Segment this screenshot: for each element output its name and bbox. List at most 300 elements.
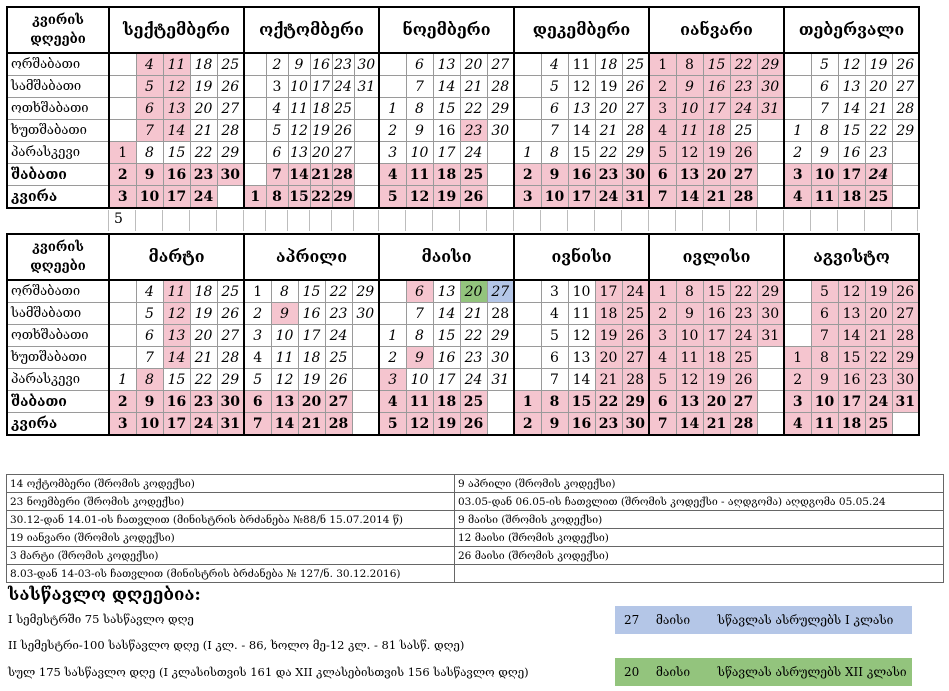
- weekday-header-line2: დღეები: [30, 259, 86, 274]
- calendar-day-cell: 28: [217, 347, 244, 369]
- calendar-day-cell: 19: [190, 76, 217, 98]
- calendar-day-cell: [354, 186, 379, 209]
- calendar-day-cell: [757, 164, 784, 186]
- calendar-day-cell: 14: [838, 98, 865, 120]
- calendar-day-cell: 9: [271, 303, 298, 325]
- calendar-day-cell: 27: [217, 325, 244, 347]
- calendar-day-cell: [757, 120, 784, 142]
- calendar-day-cell: 22: [595, 391, 622, 413]
- weekday-label: პარასკევი: [7, 142, 109, 164]
- month-name: მარტი: [109, 234, 244, 280]
- calendar-day-cell: [892, 186, 919, 209]
- calendar-day-cell: 24: [865, 164, 892, 186]
- semester2-days: II სემესტრი-100 სასწავლო დღე (I კლ. - 86, ხოლო მე-12 კლ. - 81 სასწ. დღე): [8, 638, 465, 652]
- calendar-day-cell: 24: [460, 142, 487, 164]
- calendar-day-cell: 3: [649, 98, 676, 120]
- weekday-row: [7, 369, 919, 391]
- calendar-day-cell: 24: [730, 325, 757, 347]
- calendar-day-cell: 26: [460, 186, 487, 209]
- calendar-day-cell: 1: [514, 391, 541, 413]
- calendar-day-cell: 28: [217, 120, 244, 142]
- calendar-day-cell: 23: [460, 120, 487, 142]
- calendar-day-cell: 11: [811, 413, 838, 436]
- calendar-day-cell: [514, 76, 541, 98]
- calendar-day-cell: 4: [266, 98, 288, 120]
- calendar-day-cell: 27: [622, 98, 649, 120]
- calendar-day-cell: 2: [514, 164, 541, 186]
- calendar-day-cell: 7: [136, 120, 163, 142]
- calendar-day-cell: 14: [838, 325, 865, 347]
- calendar-day-cell: 10: [136, 186, 163, 209]
- calendar-day-cell: 25: [622, 303, 649, 325]
- calendar-day-cell: 19: [703, 142, 730, 164]
- month-name: აპრილი: [244, 234, 379, 280]
- calendar-day-cell: 8: [266, 186, 288, 209]
- calendar-day-cell: 12: [163, 303, 190, 325]
- calendar-day-cell: 6: [541, 347, 568, 369]
- grade1-end-text: სწავლას ასრულებს I კლასი: [717, 613, 894, 627]
- calendar-day-cell: 16: [433, 347, 460, 369]
- calendar-day-cell: 18: [190, 53, 217, 76]
- calendar-day-cell: 30: [217, 164, 244, 186]
- note-row: [7, 493, 944, 511]
- calendar-day-cell: 23: [595, 413, 622, 436]
- calendar-day-cell: 16: [568, 164, 595, 186]
- calendar-day-cell: 25: [460, 164, 487, 186]
- calendar-day-cell: 2: [109, 164, 136, 186]
- calendar-day-cell: 21: [298, 413, 325, 436]
- grade12-end-box: [615, 658, 912, 686]
- calendar-day-cell: 13: [568, 98, 595, 120]
- weekday-label: ორშაბათი: [7, 53, 109, 76]
- calendar-day-cell: [354, 142, 379, 164]
- calendar-day-cell: 2: [109, 391, 136, 413]
- calendar-day-cell: 29: [332, 186, 354, 209]
- weekday-row: [7, 391, 919, 413]
- semester1-days: I სემესტრში 75 სასწავლო დღე: [8, 612, 194, 626]
- calendar-day-cell: 12: [163, 76, 190, 98]
- calendar-day-cell: 19: [865, 280, 892, 303]
- calendar-day-cell: 5: [244, 369, 271, 391]
- calendar-day-cell: [379, 53, 406, 76]
- calendar-day-cell: 22: [730, 280, 757, 303]
- calendar-day-cell: 20: [703, 164, 730, 186]
- calendar-day-cell: 14: [568, 369, 595, 391]
- calendar-day-cell: 23: [730, 303, 757, 325]
- weekday-label: შაბათი: [7, 164, 109, 186]
- calendar-day-cell: 27: [730, 164, 757, 186]
- calendar-day-cell: [244, 164, 266, 186]
- calendar-day-cell: 3: [109, 413, 136, 436]
- note-cell: 14 ოქტომბერი (შრომის კოდექსი): [7, 475, 455, 493]
- calendar-day-cell: 25: [622, 53, 649, 76]
- calendar-day-cell: 28: [332, 164, 354, 186]
- calendar-day-cell: 1: [784, 120, 811, 142]
- calendar-day-cell: [354, 120, 379, 142]
- calendar-day-cell: 7: [811, 325, 838, 347]
- calendar-day-cell: [379, 303, 406, 325]
- calendar-day-cell: 5: [811, 280, 838, 303]
- calendar-day-cell: 5: [136, 303, 163, 325]
- calendar-day-cell: 4: [244, 347, 271, 369]
- note-cell: 8.03-დან 14-03-ის ჩათვლით (მინისტრის ბრძანება № 127/ნ. 30.12.2016): [7, 565, 455, 583]
- calendar-day-cell: 9: [136, 164, 163, 186]
- calendar-day-cell: 21: [190, 120, 217, 142]
- calendar-day-cell: 5: [649, 369, 676, 391]
- calendar-day-cell: 2: [514, 413, 541, 436]
- calendar-day-cell: 19: [595, 76, 622, 98]
- calendar-day-cell: 26: [892, 280, 919, 303]
- calendar-day-cell: [514, 325, 541, 347]
- calendar-day-cell: 15: [838, 347, 865, 369]
- calendar-day-cell: 21: [190, 347, 217, 369]
- calendar-day-cell: 7: [811, 98, 838, 120]
- calendar-day-cell: [217, 186, 244, 209]
- calendar-day-cell: 4: [649, 120, 676, 142]
- calendar-day-cell: 17: [433, 142, 460, 164]
- calendar-day-cell: 26: [460, 413, 487, 436]
- calendar-day-cell: 14: [433, 303, 460, 325]
- calendar-day-cell: 21: [460, 303, 487, 325]
- calendar-day-cell: 11: [568, 303, 595, 325]
- calendar-day-cell: 13: [676, 391, 703, 413]
- calendar-day-cell: 31: [487, 369, 514, 391]
- weekday-label: პარასკევი: [7, 369, 109, 391]
- weekday-row: [7, 120, 919, 142]
- calendar-day-cell: 21: [310, 164, 332, 186]
- note-cell: 03.05-დან 06.05-ის ჩათვლით (შრომის კოდექსი - აღდგომა) აღდგომა 05.05.24: [455, 493, 944, 511]
- calendar-day-cell: 9: [676, 76, 703, 98]
- calendar-day-cell: 22: [460, 325, 487, 347]
- calendar-day-cell: 13: [676, 164, 703, 186]
- calendar-day-cell: 29: [892, 120, 919, 142]
- calendar-day-cell: 26: [622, 325, 649, 347]
- calendar-day-cell: 29: [622, 391, 649, 413]
- calendar-day-cell: 15: [568, 142, 595, 164]
- calendar-day-cell: 17: [298, 325, 325, 347]
- calendar-day-cell: 6: [811, 303, 838, 325]
- calendar-day-cell: 16: [310, 53, 332, 76]
- calendar-day-cell: 17: [568, 186, 595, 209]
- calendar-day-cell: 11: [811, 186, 838, 209]
- calendar-day-cell: [784, 325, 811, 347]
- calendar-day-cell: 21: [595, 369, 622, 391]
- calendar-day-cell: 27: [892, 76, 919, 98]
- calendar-second-half: [6, 233, 920, 436]
- calendar-day-cell: 25: [217, 53, 244, 76]
- calendar-day-cell: 19: [298, 369, 325, 391]
- calendar-day-cell: 2: [379, 120, 406, 142]
- calendar-day-cell: [244, 53, 266, 76]
- calendar-day-cell: 15: [433, 98, 460, 120]
- calendar-day-cell: 27: [325, 391, 352, 413]
- calendar-day-cell: 28: [487, 303, 514, 325]
- calendar-day-cell: 9: [541, 413, 568, 436]
- month-name: აგვისტო: [784, 234, 919, 280]
- calendar-day-cell: [514, 120, 541, 142]
- calendar-day-cell: 12: [568, 76, 595, 98]
- note-cell: 12 მაისი (შრომის კოდექსი): [455, 529, 944, 547]
- calendar-day-cell: [109, 325, 136, 347]
- calendar-day-cell: [379, 280, 406, 303]
- calendar-day-cell: 25: [730, 120, 757, 142]
- calendar-day-cell: 1: [514, 142, 541, 164]
- calendar-day-cell: [514, 369, 541, 391]
- calendar-day-cell: [514, 347, 541, 369]
- weekday-row: [7, 347, 919, 369]
- calendar-day-cell: 12: [676, 142, 703, 164]
- weekday-label: კვირა: [7, 186, 109, 209]
- calendar-day-cell: 12: [676, 369, 703, 391]
- weekday-row: [7, 303, 919, 325]
- note-row: [7, 511, 944, 529]
- calendar-day-cell: 30: [892, 369, 919, 391]
- calendar-day-cell: 11: [406, 391, 433, 413]
- calendar-day-cell: 17: [310, 76, 332, 98]
- calendar-day-cell: [244, 76, 266, 98]
- calendar-day-cell: [109, 347, 136, 369]
- calendar-day-cell: 23: [595, 164, 622, 186]
- calendar-day-cell: 10: [288, 76, 310, 98]
- calendar-day-cell: 28: [487, 76, 514, 98]
- calendar-day-cell: 3: [784, 164, 811, 186]
- calendar-day-cell: 2: [649, 76, 676, 98]
- calendar-day-cell: 26: [730, 369, 757, 391]
- calendar-day-cell: [784, 53, 811, 76]
- calendar-day-cell: 29: [892, 347, 919, 369]
- calendar-day-cell: 26: [217, 303, 244, 325]
- calendar-day-cell: 17: [703, 325, 730, 347]
- calendar-day-cell: 1: [244, 186, 266, 209]
- calendar-day-cell: 6: [406, 280, 433, 303]
- weekday-row: [7, 53, 919, 76]
- calendar-day-cell: 26: [217, 76, 244, 98]
- calendar-day-cell: 25: [865, 413, 892, 436]
- calendar-day-cell: 12: [568, 325, 595, 347]
- note-row: [7, 475, 944, 493]
- calendar-day-cell: 13: [433, 53, 460, 76]
- calendar-day-cell: 13: [433, 280, 460, 303]
- calendar-day-cell: 26: [622, 76, 649, 98]
- weekday-row: [7, 142, 919, 164]
- calendar-day-cell: 27: [622, 347, 649, 369]
- calendar-day-cell: 17: [163, 413, 190, 436]
- calendar-day-cell: 1: [244, 280, 271, 303]
- calendar-day-cell: 25: [325, 347, 352, 369]
- note-cell: 3 მარტი (შრომის კოდექსი): [7, 547, 455, 565]
- grade12-end-text: სწავლას ასრულებს XII კლასი: [717, 665, 907, 679]
- total-days: სულ 175 სასწავლო დღე (I კლასისთვის 161 და XII კლასებისთვის 156 სასწავლო დღე): [8, 665, 529, 679]
- note-cell: 9 აპრილი (შრომის კოდექსი): [455, 475, 944, 493]
- calendar-day-cell: 14: [271, 413, 298, 436]
- calendar-day-cell: 2: [379, 347, 406, 369]
- calendar-day-cell: 16: [838, 369, 865, 391]
- calendar-day-cell: 13: [568, 347, 595, 369]
- calendar-day-cell: 4: [649, 347, 676, 369]
- calendar-day-cell: 1: [784, 347, 811, 369]
- calendar-day-cell: 5: [541, 76, 568, 98]
- calendar-day-cell: 7: [649, 186, 676, 209]
- calendar-day-cell: [109, 76, 136, 98]
- calendar-day-cell: 10: [271, 325, 298, 347]
- calendar-day-cell: 13: [288, 142, 310, 164]
- calendar-day-cell: 22: [325, 280, 352, 303]
- note-cell: 30.12-დან 14.01-ის ჩათვლით (მინისტრის ბრძანება №88/ნ 15.07.2014 წ): [7, 511, 455, 529]
- calendar-day-cell: [379, 76, 406, 98]
- calendar-day-cell: 11: [271, 347, 298, 369]
- calendar-day-cell: 23: [190, 391, 217, 413]
- grade1-end-box: [615, 606, 912, 634]
- weekday-row: [7, 413, 919, 436]
- calendar-day-cell: 29: [217, 369, 244, 391]
- grade1-end-month: მაისი: [655, 613, 691, 627]
- calendar-day-cell: [757, 413, 784, 436]
- calendar-day-cell: 4: [541, 303, 568, 325]
- calendar-day-cell: 23: [460, 347, 487, 369]
- calendar-day-cell: 18: [838, 186, 865, 209]
- calendar-day-cell: 18: [703, 120, 730, 142]
- calendar-day-cell: 20: [865, 303, 892, 325]
- weekday-label: შაბათი: [7, 391, 109, 413]
- calendar-day-cell: 9: [136, 391, 163, 413]
- calendar-day-cell: 13: [838, 76, 865, 98]
- weekday-label: ოთხშაბათი: [7, 325, 109, 347]
- calendar-day-cell: 3: [541, 280, 568, 303]
- weekday-row: [7, 98, 919, 120]
- calendar-day-cell: 3: [379, 369, 406, 391]
- calendar-day-cell: 25: [332, 98, 354, 120]
- calendar-day-cell: 11: [163, 280, 190, 303]
- calendar-day-cell: 23: [865, 369, 892, 391]
- calendar-day-cell: 12: [838, 53, 865, 76]
- month-name: ივნისი: [514, 234, 649, 280]
- calendar-day-cell: 17: [838, 391, 865, 413]
- separator-value: 5: [114, 211, 123, 227]
- calendar-day-cell: [514, 303, 541, 325]
- calendar-day-cell: 12: [288, 120, 310, 142]
- weekday-header: [7, 7, 109, 53]
- calendar-day-cell: 27: [487, 280, 514, 303]
- calendar-day-cell: 4: [136, 280, 163, 303]
- calendar-day-cell: 25: [460, 391, 487, 413]
- calendar-day-cell: 17: [838, 164, 865, 186]
- calendar-day-cell: 19: [190, 303, 217, 325]
- calendar-day-cell: 24: [190, 186, 217, 209]
- calendar-day-cell: 20: [595, 347, 622, 369]
- calendar-day-cell: 8: [811, 120, 838, 142]
- calendar-day-cell: 11: [676, 347, 703, 369]
- calendar-day-cell: 27: [730, 391, 757, 413]
- note-cell: 26 მაისი (შრომის კოდექსი): [455, 547, 944, 565]
- calendar-day-cell: 5: [266, 120, 288, 142]
- calendar-day-cell: 4: [541, 53, 568, 76]
- calendar-day-cell: 27: [332, 142, 354, 164]
- calendar-day-cell: 5: [541, 325, 568, 347]
- calendar-day-cell: 6: [811, 76, 838, 98]
- calendar-day-cell: 30: [487, 347, 514, 369]
- weekday-row: [7, 325, 919, 347]
- calendar-day-cell: 21: [595, 120, 622, 142]
- calendar-day-cell: 10: [811, 164, 838, 186]
- calendar-day-cell: 31: [757, 325, 784, 347]
- calendar-day-cell: 25: [217, 280, 244, 303]
- calendar-day-cell: 6: [406, 53, 433, 76]
- calendar-day-cell: [757, 369, 784, 391]
- calendar-day-cell: 20: [865, 76, 892, 98]
- calendar-day-cell: [757, 391, 784, 413]
- calendar-day-cell: 24: [622, 280, 649, 303]
- calendar-day-cell: 28: [622, 120, 649, 142]
- calendar-day-cell: 3: [244, 325, 271, 347]
- calendar-day-cell: 5: [649, 142, 676, 164]
- calendar-day-cell: [784, 98, 811, 120]
- calendar-day-cell: [354, 98, 379, 120]
- calendar-day-cell: 28: [730, 186, 757, 209]
- calendar-day-cell: 21: [703, 413, 730, 436]
- calendar-day-cell: 3: [514, 186, 541, 209]
- calendar-day-cell: [352, 413, 379, 436]
- calendar-day-cell: 2: [784, 369, 811, 391]
- calendar-day-cell: 22: [190, 369, 217, 391]
- calendar-day-cell: 7: [649, 413, 676, 436]
- calendar-day-cell: [352, 369, 379, 391]
- calendar-day-cell: 22: [865, 347, 892, 369]
- calendar-day-cell: 11: [288, 98, 310, 120]
- calendar-day-cell: 17: [433, 369, 460, 391]
- calendar-day-cell: 7: [541, 369, 568, 391]
- calendar-day-cell: 23: [730, 76, 757, 98]
- weekday-label: სამშაბათი: [7, 76, 109, 98]
- calendar-day-cell: 16: [838, 142, 865, 164]
- grade1-end-day: 27: [624, 613, 640, 627]
- calendar-day-cell: 25: [865, 186, 892, 209]
- calendar-day-cell: 19: [595, 325, 622, 347]
- calendar-day-cell: 30: [757, 76, 784, 98]
- calendar-day-cell: 14: [676, 186, 703, 209]
- weekday-row: [7, 280, 919, 303]
- calendar-day-cell: 5: [379, 413, 406, 436]
- calendar-day-cell: 4: [784, 186, 811, 209]
- calendar-day-cell: 28: [892, 98, 919, 120]
- calendar-day-cell: 8: [136, 369, 163, 391]
- calendar-day-cell: 17: [703, 98, 730, 120]
- calendar-day-cell: 25: [730, 347, 757, 369]
- calendar-day-cell: 8: [541, 142, 568, 164]
- calendar-day-cell: [784, 76, 811, 98]
- calendar-day-cell: 4: [136, 53, 163, 76]
- calendar-day-cell: 6: [266, 142, 288, 164]
- calendar-day-cell: 15: [838, 120, 865, 142]
- month-name: თებერვალი: [784, 7, 919, 53]
- calendar-day-cell: 24: [730, 98, 757, 120]
- calendar-day-cell: 22: [460, 98, 487, 120]
- calendar-day-cell: [487, 164, 514, 186]
- calendar-day-cell: 10: [406, 369, 433, 391]
- calendar-day-cell: 20: [460, 53, 487, 76]
- calendar-day-cell: 31: [757, 98, 784, 120]
- calendar-day-cell: 16: [703, 76, 730, 98]
- weekday-row: [7, 76, 919, 98]
- month-name: ნოემბერი: [379, 7, 514, 53]
- calendar-day-cell: 16: [163, 391, 190, 413]
- calendar-day-cell: 15: [703, 53, 730, 76]
- calendar-day-cell: 30: [217, 391, 244, 413]
- calendar-day-cell: 20: [703, 391, 730, 413]
- calendar-day-cell: 7: [406, 303, 433, 325]
- calendar-day-cell: 18: [433, 164, 460, 186]
- calendar-day-cell: 5: [811, 53, 838, 76]
- calendar-day-cell: 14: [163, 120, 190, 142]
